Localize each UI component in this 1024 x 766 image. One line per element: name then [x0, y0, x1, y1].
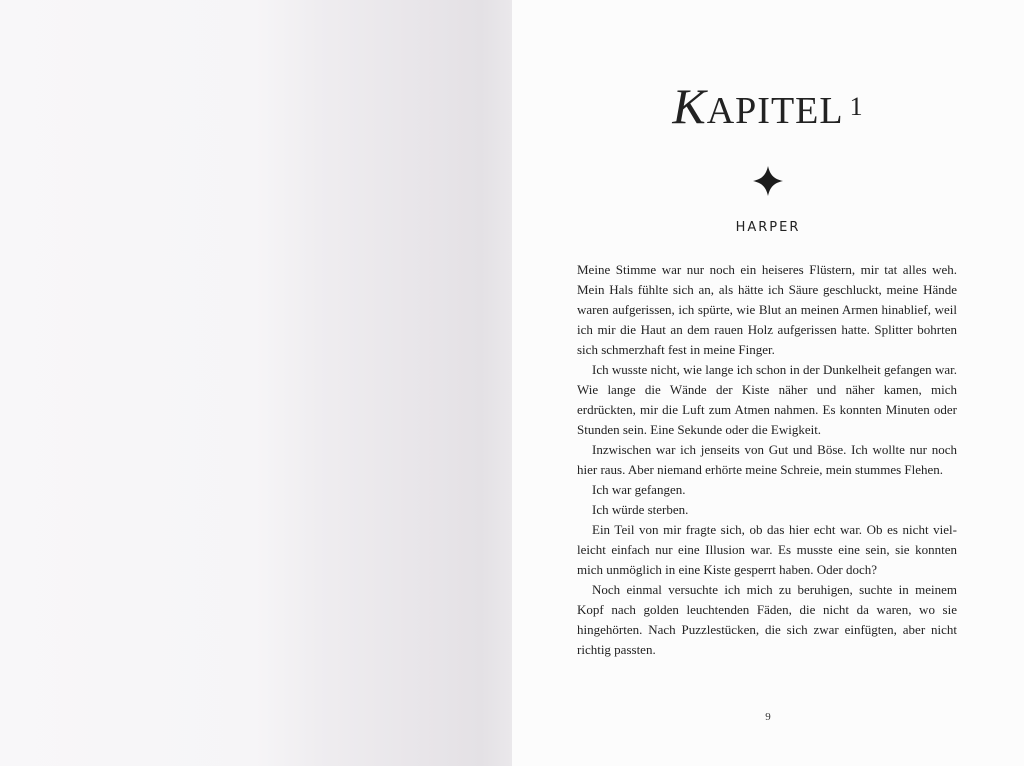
chapter-number: 1: [849, 92, 864, 121]
paragraph: Ein Teil von mir fragte sich, ob das hier echt war. Ob es nicht vielleicht einfach nur eine Illusion war. Es musste eine sein, sie konnten mich unmöglich in eine Kiste gesperrt haben. Oder doch?: [577, 522, 957, 577]
character-name: HARPER: [735, 220, 801, 235]
diamond-ornament-icon: [753, 166, 783, 196]
paragraph: Noch einmal versuchte ich mich zu beruhigen, suchte in meinem Kopf nach golden leuchtenden Fäden, die nicht da waren, wo sie hingehörten. Nach Puzzlestücken, die sich zwar einfügten, aber nicht richtig passten.: [577, 582, 957, 657]
paragraph: Meine Stimme war nur noch ein heiseres Flüstern, mir tat alles weh. Mein Hals fühlte sich an, als hätte ich Säure geschluckt, meine Hände waren aufgerissen, ich spürte, wie Blut an meinen Armen hinablief, weil ich mir die Haut an dem rauen Holz aufgerissen hatte. Splitter bohrten sich schmerzhaft fest in meine Finger.: [577, 262, 957, 357]
right-page: [512, 0, 1024, 766]
page-number: 9: [765, 711, 771, 723]
paragraph: Inzwischen war ich jenseits von Gut und Böse. Ich wollte nur noch hier raus. Aber niemand erhörte meine Schreie, mein stummes Flehen.: [577, 442, 957, 477]
chapter-title-rest: APITEL: [706, 90, 844, 132]
paragraph: Ich wusste nicht, wie lange ich schon in der Dunkelheit gefangen war. Wie lange die Wände der Kiste näher und näher kamen, mich erdrückten, mir die Luft zum Atmen nahmen. Es konnten Minuten oder Stunden sein. Eine Sekunde oder die Ewigkeit.: [577, 362, 957, 437]
chapter-title: [512, 76, 1024, 141]
paragraph: Ich würde sterben.: [592, 502, 689, 517]
chapter-title-initial: K: [672, 78, 707, 134]
chapter-body: [577, 260, 957, 660]
paragraph: Ich war gefangen.: [592, 482, 686, 497]
